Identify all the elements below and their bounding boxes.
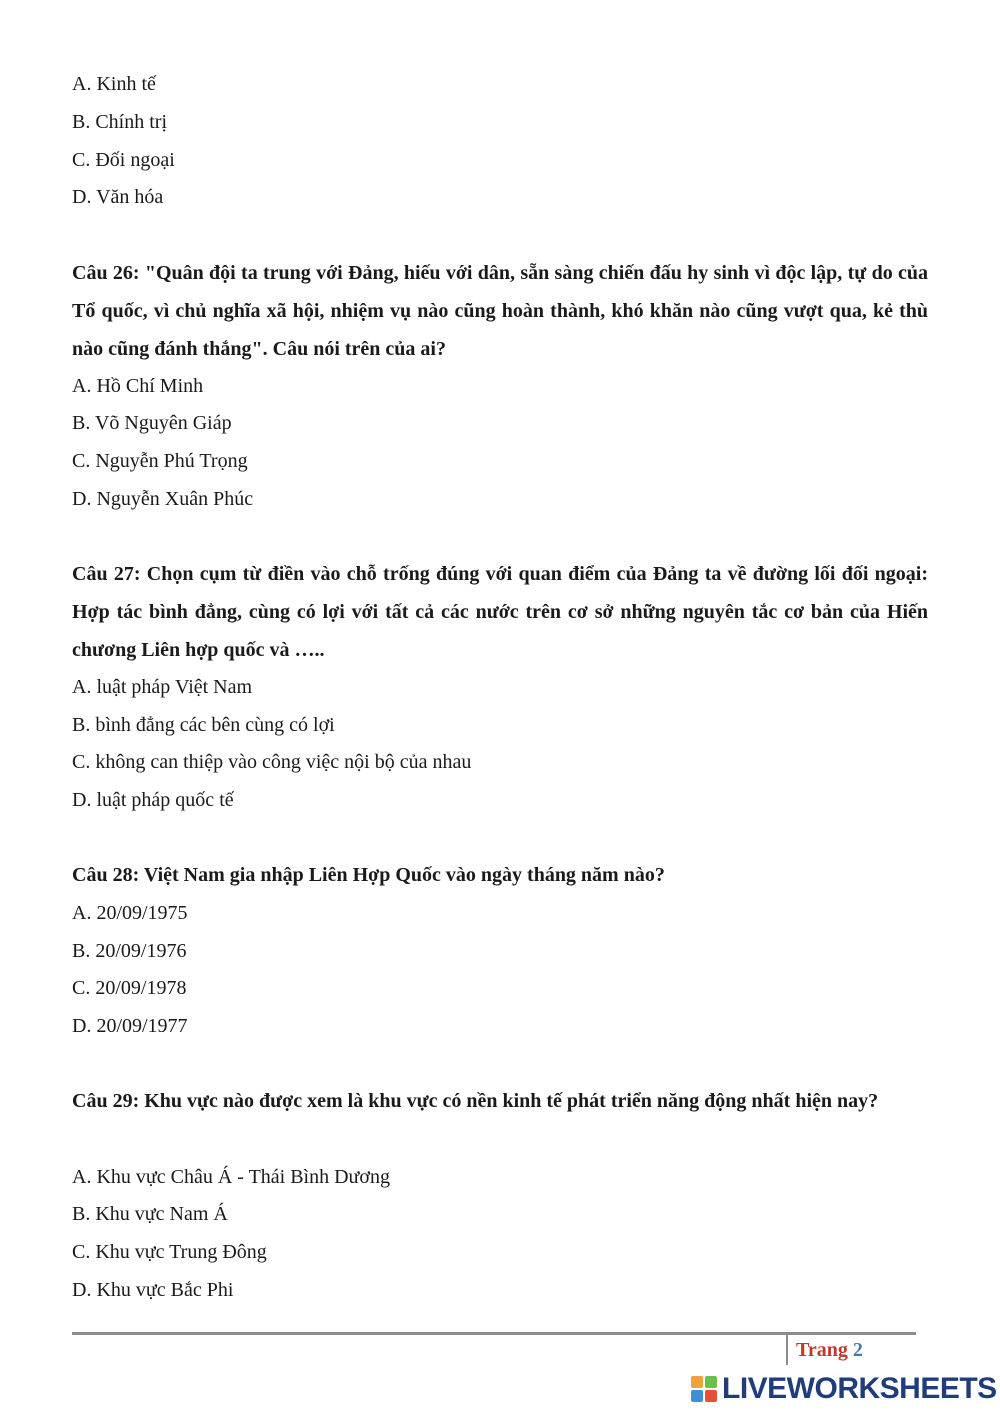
q25-option-b: B. Chính trị — [72, 111, 168, 133]
liveworksheets-brand[interactable] — [690, 1372, 997, 1406]
q26-option-a: A. Hồ Chí Minh — [72, 375, 204, 397]
q28-question — [72, 856, 928, 894]
q27-label: Câu 27: — [72, 563, 141, 585]
page-number-value: 2 — [852, 1339, 863, 1361]
page-number — [796, 1339, 863, 1362]
q28-text: Việt Nam gia nhập Liên Hợp Quốc vào ngày tháng năm nào? — [143, 864, 665, 886]
q26-label: Câu 26: — [72, 262, 140, 284]
q29-option-c: C. Khu vực Trung Đông — [72, 1241, 267, 1263]
q26-text: "Quân đội ta trung với Đảng, hiếu với dân, sẵn sàng chiến đấu hy sinh vì độc lập, tự do của Tổ quốc, vì chủ nghĩa xã hội, nhiệm vụ nào cũng hoàn thành, khó khăn nào cũng vượt qua, kẻ thù nào cũng đánh thắng". Câu nói trên của ai? — [72, 262, 928, 360]
q27-option-a: A. luật pháp Việt Nam — [72, 676, 253, 698]
liveworksheets-logo-icon — [690, 1375, 718, 1403]
q25-option-a: A. Kinh tế — [72, 73, 156, 95]
q27-option-b: B. bình đẳng các bên cùng có lợi — [72, 714, 335, 736]
brand-name: LIVEWORKSHEETS — [722, 1372, 997, 1405]
q26-option-d: D. Nguyễn Xuân Phúc — [72, 488, 254, 510]
footer-separator — [786, 1335, 788, 1365]
q28-option-b: B. 20/09/1976 — [72, 940, 187, 962]
q27-text: Chọn cụm từ điền vào chỗ trống đúng với quan điểm của Đảng ta về đường lối đối ngoại: Hợp tác bình đẳng, cùng có lợi với tất cả các nước trên cơ sở những nguyên tắc cơ bản của Hiến chương Liên hợp quốc và ….. — [72, 563, 929, 661]
q28-option-d: D. 20/09/1977 — [72, 1015, 188, 1037]
footer-divider — [72, 1332, 916, 1335]
q29-option-a: A. Khu vực Châu Á - Thái Bình Dương — [72, 1166, 390, 1188]
q25-option-c: C. Đối ngoại — [72, 149, 175, 171]
q29-option-d: D. Khu vực Bắc Phi — [72, 1279, 234, 1301]
q25-option-d: D. Văn hóa — [72, 186, 164, 208]
q27-option-c: C. không can thiệp vào công việc nội bộ của nhau — [72, 751, 472, 773]
q29-question — [72, 1082, 928, 1120]
q28-label: Câu 28: — [72, 864, 140, 886]
q26-option-b: B. Võ Nguyên Giáp — [72, 412, 232, 434]
page-word: Trang — [796, 1339, 848, 1361]
q29-label: Câu 29: — [72, 1090, 140, 1112]
q26-question — [72, 254, 928, 368]
q28-option-a: A. 20/09/1975 — [72, 902, 188, 924]
q26-option-c: C. Nguyễn Phú Trọng — [72, 450, 248, 472]
q27-question — [72, 555, 928, 669]
q29-option-b: B. Khu vực Nam Á — [72, 1203, 228, 1225]
q29-text: Khu vực nào được xem là khu vực có nền kinh tế phát triển năng động nhất hiện nay? — [144, 1090, 879, 1112]
q28-option-c: C. 20/09/1978 — [72, 977, 187, 999]
q27-option-d: D. luật pháp quốc tế — [72, 789, 234, 811]
